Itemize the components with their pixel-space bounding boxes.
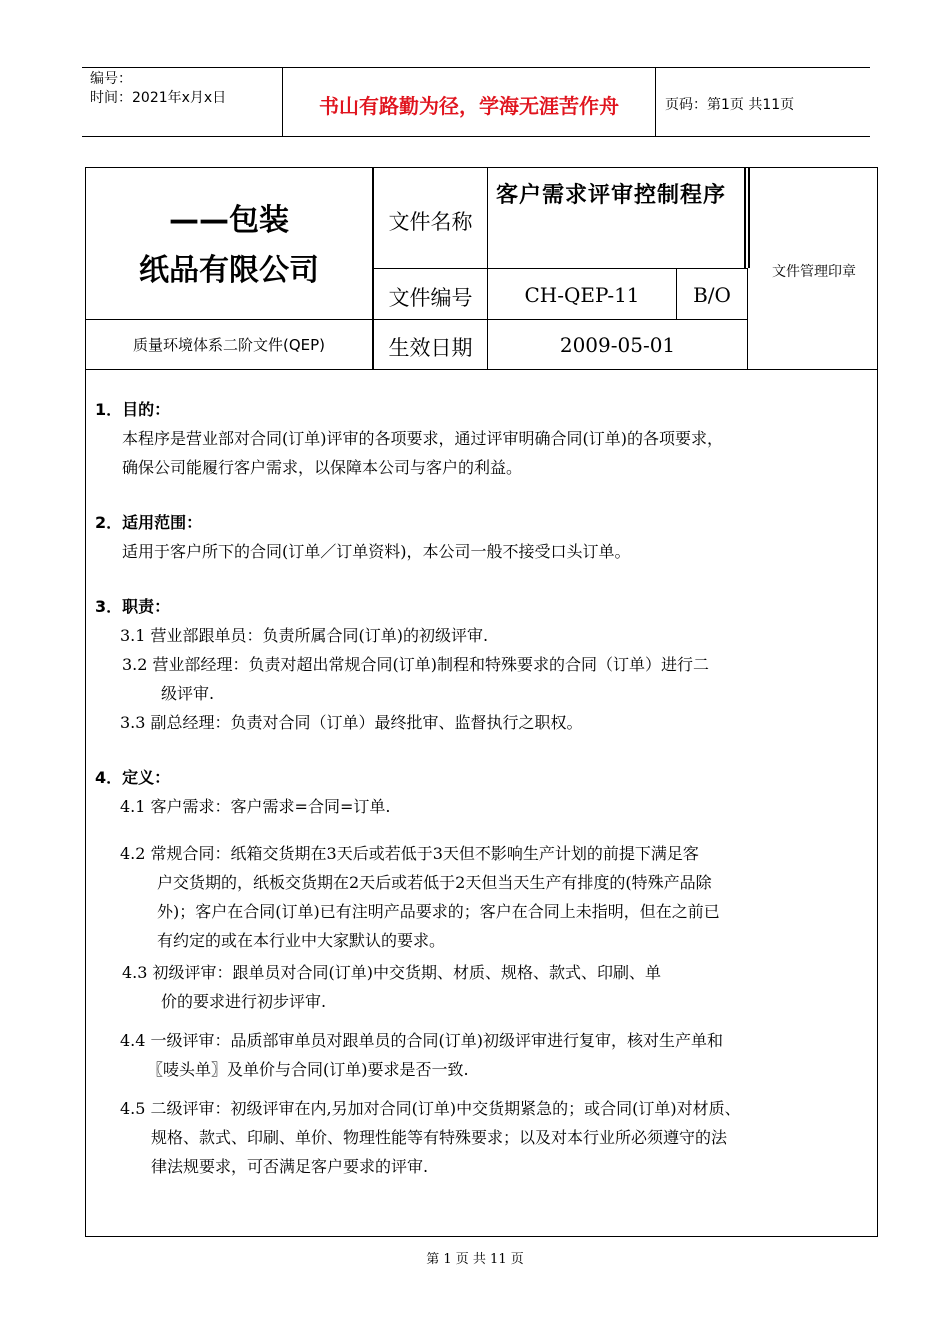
date-label: 生效日期 [388, 336, 473, 360]
section-3-3: 3.3 副总经理：负责对合同（订单）最终批审、监督执行之职权。 [120, 713, 583, 732]
section-1-line-1: 本程序是营业部对合同(订单)评审的各项要求，通过评审明确合同(订单)的各项要求， [122, 429, 723, 448]
section-4-4a: 4.4 一级评审：品质部审单员对跟单员的合同(订单)初级评审进行复审，核对生产单和 [120, 1031, 724, 1050]
company-line-1: ——包装 [169, 203, 289, 238]
section-4-2c: 外)；客户在合同(订单)已有注明产品要求的；客户在合同上未指明，但在之前已 [157, 902, 720, 921]
section-4-3b: 价的要求进行初步评审. [161, 992, 327, 1011]
section-3-2b: 级评审. [161, 684, 215, 703]
section-3-title: 3．职责： [95, 597, 171, 616]
number-value: CH-QEP-11 [524, 283, 640, 307]
header-motto: 书山有路勤为径，学海无涯苦作舟 [319, 94, 619, 118]
header-divider-2 [655, 67, 656, 137]
version-value: B/O [693, 283, 731, 307]
header-bottom-rule [82, 136, 870, 137]
section-2-title: 2．适用范围： [95, 513, 203, 532]
grid-h-1 [372, 268, 748, 269]
header-page-info: 页码：第1页 共11页 [665, 97, 795, 113]
section-2-line-1: 适用于客户所下的合同(订单／订单资料)，本公司一般不接受口头订单。 [122, 542, 631, 561]
section-4-2b: 户交货期的，纸板交货期在2天后或若低于2天但当天生产有排度的(特殊产品除 [157, 873, 712, 892]
company-line-2: 纸品有限公司 [139, 253, 319, 288]
company-name [86, 196, 372, 296]
section-4-2d: 有约定的或在本行业中大家默认的要求。 [157, 931, 446, 950]
grid-v-stamp-b [748, 167, 750, 268]
grid-v-stamp-a [744, 167, 746, 268]
header-top-rule [82, 67, 870, 68]
serial-label: 编号： [90, 71, 132, 87]
section-4-5b: 规格、款式、印刷、单价、物理性能等有特殊要求；以及对本行业所必须遵守的法 [151, 1128, 728, 1147]
grid-h-3 [86, 369, 877, 370]
section-4-2a: 4.2 常规合同：纸箱交货期在3天后或若低于3天但不影响生产计划的前提下满足客 [120, 844, 699, 863]
section-1-line-2: 确保公司能履行客户需求，以保障本公司与客户的利益。 [122, 458, 523, 477]
section-4-3a: 4.3 初级评审：跟单员对合同(订单)中交货期、材质、规格、款式、印刷、单 [122, 963, 662, 982]
section-4-1: 4.1 客户需求：客户需求=合同=订单. [120, 797, 391, 816]
section-4-4b: 〖唛头单〗及单价与合同(订单)要求是否一致. [147, 1060, 469, 1079]
page-footer: 第 1 页 共 11 页 [426, 1252, 524, 1267]
name-label: 文件名称 [388, 210, 473, 234]
date-value: 2009-05-01 [559, 333, 676, 357]
section-4-title: 4．定义： [95, 768, 171, 787]
section-4-5c: 律法规要求，可否满足客户要求的评审. [151, 1157, 429, 1176]
number-label: 文件编号 [388, 286, 473, 310]
document-body [95, 395, 855, 1181]
grid-h-2 [86, 319, 748, 320]
time-label: 时间：2021年x月x日 [90, 90, 227, 106]
section-4-5a: 4.5 二级评审：初级评审在内,另加对合同(订单)中交货期紧急的；或合同(订单)对材质、 [120, 1099, 741, 1118]
stamp-label: 文件管理印章 [772, 264, 856, 280]
section-3-2a: 3.2 营业部经理：负责对超出常规合同(订单)制程和特殊要求的合同（订单）进行二 [122, 655, 710, 674]
header-meta [90, 70, 226, 108]
section-1-title: 1．目的： [95, 400, 171, 419]
section-3-1: 3.1 营业部跟单员：负责所属合同(订单)的初级评审. [120, 626, 489, 645]
doc-title: 客户需求评审控制程序 [496, 183, 727, 208]
doc-type: 质量环境体系二阶文件(QEP) [132, 336, 326, 354]
